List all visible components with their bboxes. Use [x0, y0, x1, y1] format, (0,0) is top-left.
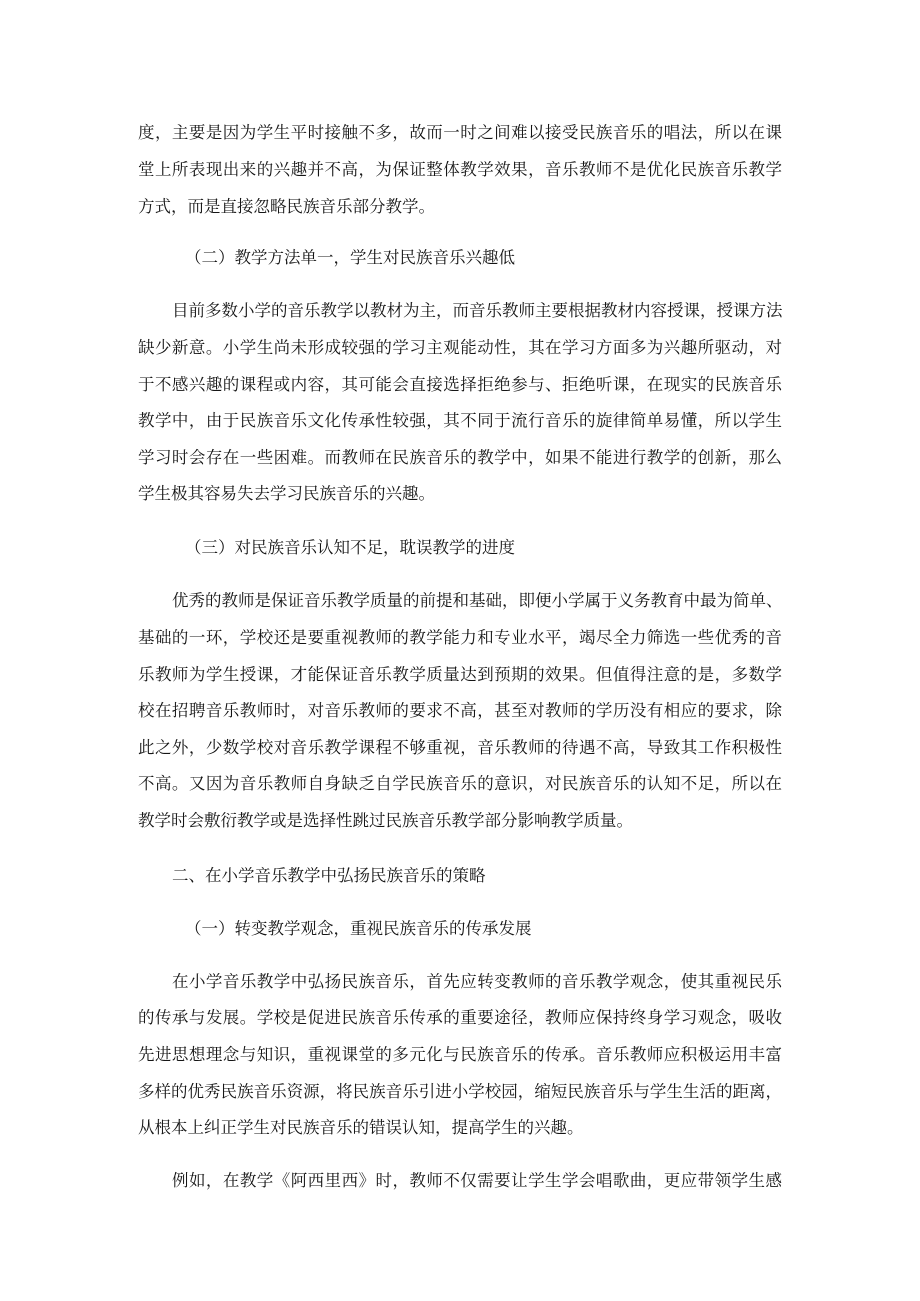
text-line: 学生极其容易失去学习民族音乐的兴趣。: [138, 484, 435, 503]
subsection-heading: （一）转变教学观念，重视民族音乐的传承发展: [185, 919, 532, 938]
text-line: 堂上所表现出来的兴趣并不高，为保证整体教学效果，音乐教师不是优化民族音乐教学: [138, 160, 782, 179]
text-line: 校在招聘音乐教师时，对音乐教师的要求不高，甚至对教师的学历没有相应的要求，除: [138, 701, 782, 720]
text-line: 教学中，由于民族音乐文化传承性较强，其不同于流行音乐的旋律简单易懂，所以学生: [138, 411, 782, 430]
text-line: 从根本上纠正学生对民族音乐的错误认知，提高学生的兴趣。: [138, 1118, 584, 1137]
text-line: 不高。又因为音乐教师自身缺乏自学民族音乐的意识，对民族音乐的认知不足，所以在: [138, 774, 782, 793]
text-line: 乐教师为学生授课，才能保证音乐教学质量达到预期的效果。但值得注意的是，多数学: [138, 665, 782, 684]
text-line: 基础的一环，学校还是要重视教师的教学能力和专业水平，竭尽全力筛选一些优秀的音: [138, 628, 782, 647]
text-line: 方式，而是直接忽略民族音乐部分教学。: [138, 197, 435, 216]
text-line: 学习时会存在一些困难。而教师在民族音乐的教学中，如果不能进行教学的创新，那么: [138, 448, 782, 467]
text-line: 先进思想理念与知识，重视课堂的多元化与民族音乐的传承。音乐教师应积极运用丰富: [138, 1045, 782, 1064]
text-line: 于不感兴趣的课程或内容，其可能会直接选择拒绝参与、拒绝听课，在现实的民族音乐: [138, 375, 782, 394]
text-line: 优秀的教师是保证音乐教学质量的前提和基础，即便小学属于义务教育中最为简单、: [172, 591, 783, 610]
text-line: 多样的优秀民族音乐资源，将民族音乐引进小学校园，缩短民族音乐与学生生活的距离，: [138, 1082, 782, 1101]
text-line: 的传承与发展。学校是促进民族音乐传承的重要途径，教师应保持终身学习观念，吸收: [138, 1008, 782, 1027]
text-line: 此之外，少数学校对音乐教学课程不够重视，音乐教师的待遇不高，导致其工作积极性: [138, 738, 782, 757]
text-line: 在小学音乐教学中弘扬民族音乐，首先应转变教师的音乐教学观念，使其重视民乐: [172, 972, 782, 991]
text-line: 目前多数小学的音乐教学以教材为主，而音乐教师主要根据教材内容授课，授课方法: [172, 301, 783, 320]
section-heading: 二、在小学音乐教学中弘扬民族音乐的策略: [172, 866, 486, 885]
subsection-heading: （二）教学方法单一，学生对民族音乐兴趣低: [185, 248, 515, 267]
text-line: 例如，在教学《阿西里西》时，教师不仅需要让学生学会唱歌曲，更应带领学生感: [172, 1171, 782, 1190]
text-line: 度，主要是因为学生平时接触不多，故而一时之间难以接受民族音乐的唱法，所以在课: [138, 123, 782, 142]
text-line: 缺少新意。小学生尚未形成较强的学习主观能动性，其在学习方面多为兴趣所驱动，对: [138, 338, 782, 357]
subsection-heading: （三）对民族音乐认知不足，耽误教学的进度: [185, 538, 515, 557]
text-line: 教学时会敷衍教学或是选择性跳过民族音乐教学部分影响教学质量。: [138, 811, 633, 830]
